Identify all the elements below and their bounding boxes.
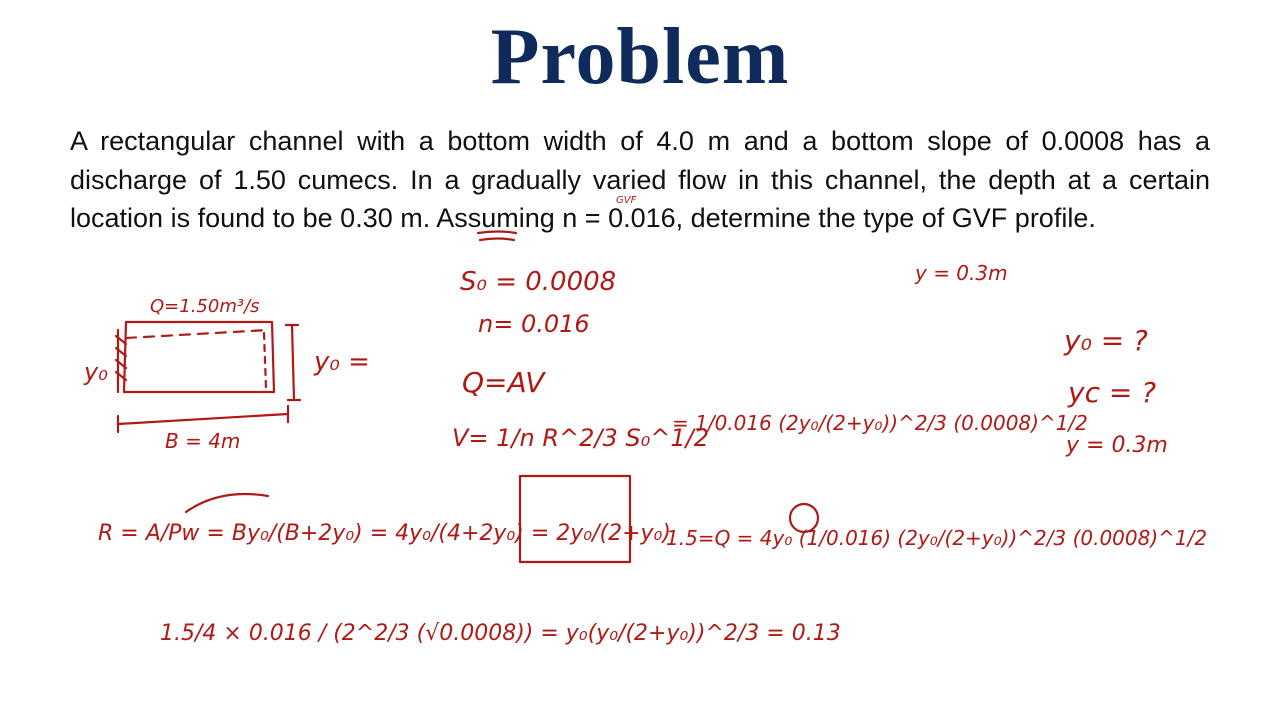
hydraulic-radius-eq: R = A/Pw = By₀/(B+2y₀) = 4y₀/(4+2y₀) = 2y₀/(2+y₀)	[98, 521, 671, 546]
underline-0-30	[478, 232, 516, 241]
sketch-width-label: B = 4m	[165, 429, 241, 453]
slope-given: S₀ = 0.0008	[460, 267, 617, 297]
gvf-note: GVF	[616, 195, 637, 206]
continuity-eq: Q=AV	[462, 366, 545, 399]
sketch-depth-right: y₀ =	[314, 347, 370, 377]
unknown-critical-depth: yc = ?	[1068, 376, 1157, 409]
unknown-normal-depth: y₀ = ?	[1064, 324, 1148, 357]
channel-sketch	[83, 296, 370, 453]
manning-n-given: n= 0.016	[478, 310, 590, 338]
problem-statement: A rectangular channel with a bottom width of 4.0 m and a bottom slope of 0.0008 has a discharge of 1.50 cumecs. In a gradually varied flow in this channel, the depth at a certain location is found to be 0.30 m. Assuming n = 0.016, determine the type of GVF profile.	[70, 126, 1210, 233]
boxed-result	[520, 476, 630, 562]
velocity-eq-rhs: = 1/0.016 (2y₀/(2+y₀))^2/3 (0.0008)^1/2	[672, 411, 1088, 435]
depth-given: y = 0.3m	[915, 261, 1008, 285]
discharge-eq: 1.5=Q = 4y₀ (1/0.016) (2y₀/(2+y₀))^2/3 (0.0008)^1/2	[666, 526, 1208, 550]
sketch-depth-left: y₀	[84, 358, 108, 386]
final-eq: 1.5/4 × 0.016 / (2^2/3 (√0.0008)) = y₀(y₀/(2+y₀))^2/3 = 0.13	[160, 621, 841, 646]
slide-title: Problem	[490, 13, 790, 101]
velocity-eq-lhs: V= 1/n R^2/3 S₀^1/2	[452, 424, 709, 452]
sketch-discharge-label: Q=1.50m³/s	[150, 296, 260, 317]
known-depth: y = 0.3m	[1066, 433, 1168, 458]
